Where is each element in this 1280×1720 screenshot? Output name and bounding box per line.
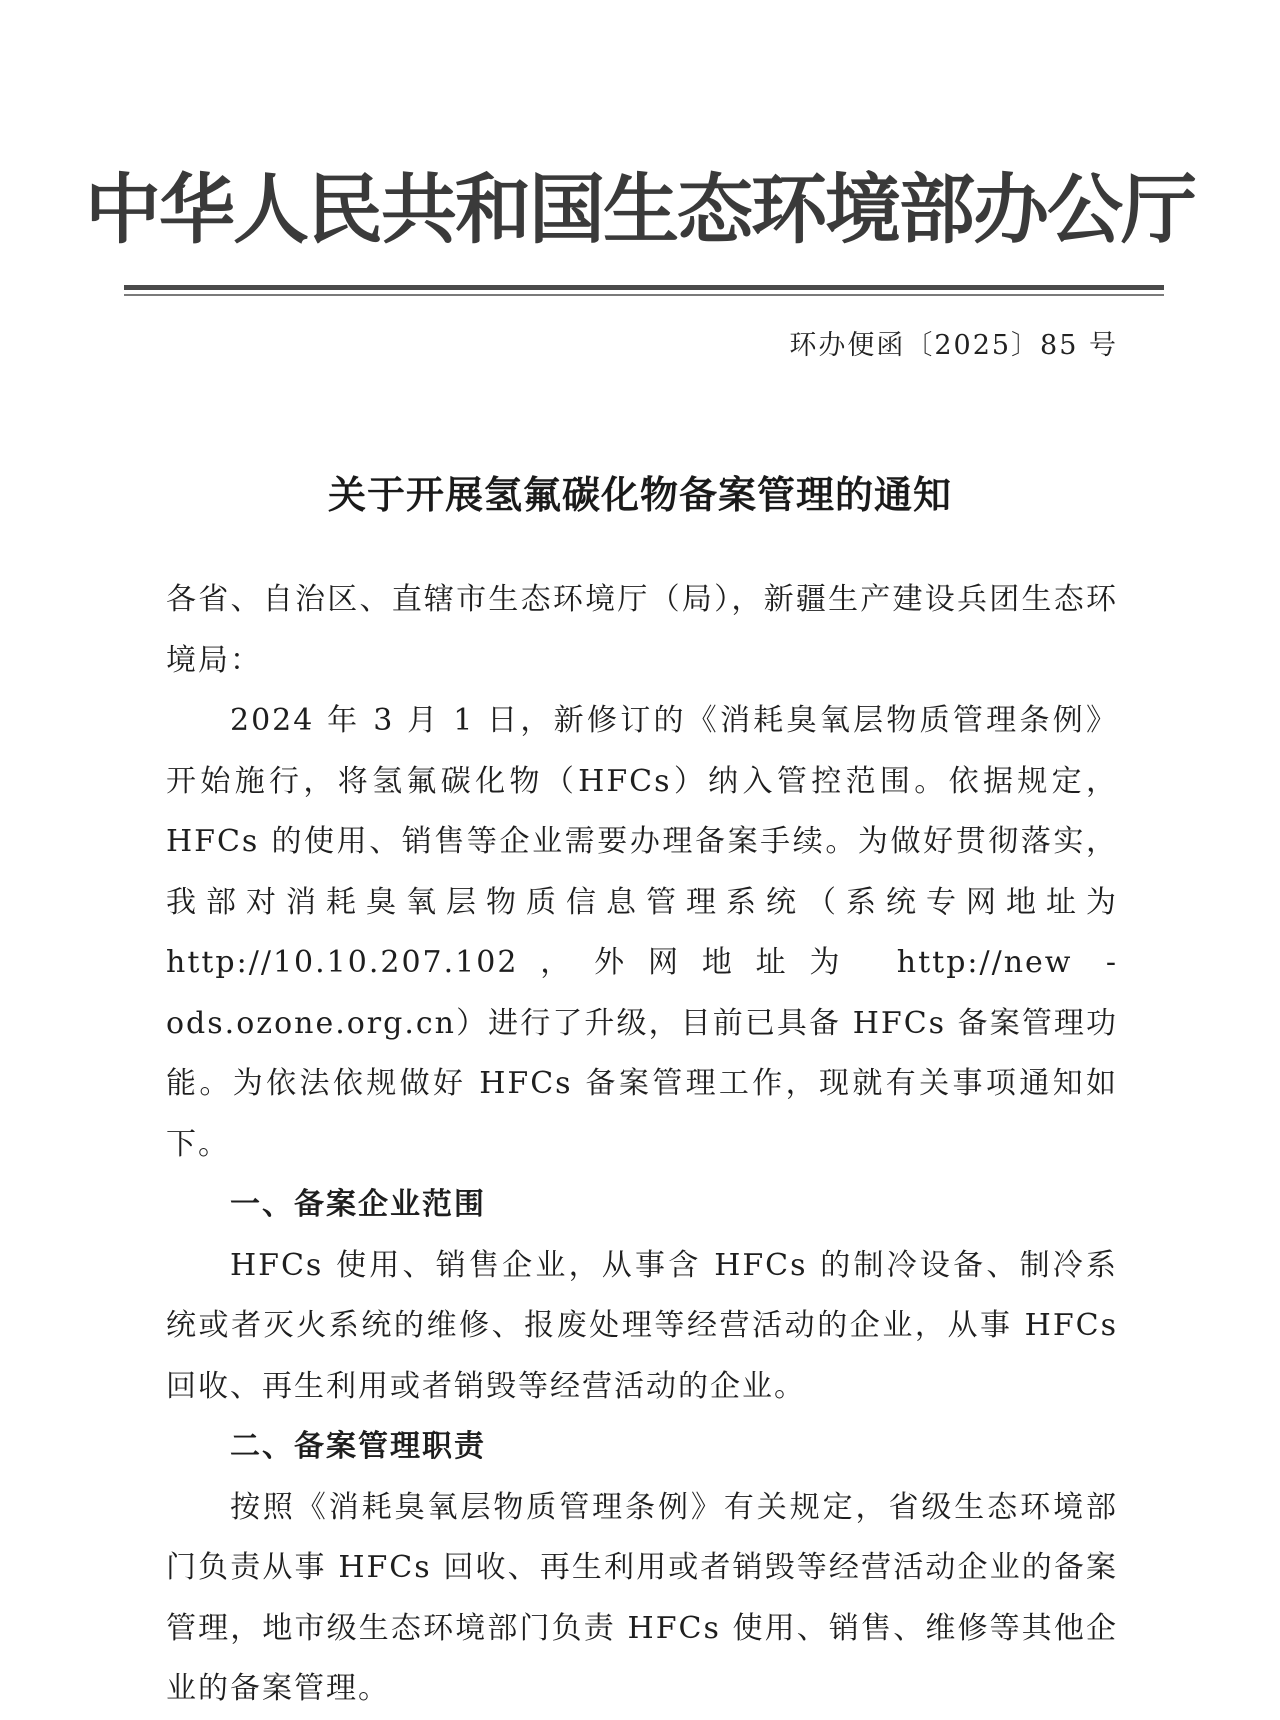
- document-body: [166, 570, 1118, 1720]
- section-paragraph-1: HFCs 使用、销售企业，从事含 HFCs 的制冷设备、制冷系统或者灭火系统的维修、报废处理等经营活动的企业，从事 HFCs 回收、再生利用或者销毁等经营活动的企业。: [166, 1247, 1118, 1404]
- masthead-rule-thin: [124, 294, 1164, 296]
- document-number: 环办便函〔2025〕85 号: [789, 330, 1118, 361]
- agency-masthead: 中华人民共和国生态环境部办公厅: [85, 165, 1195, 254]
- document-title: 关于开展氢氟碳化物备案管理的通知: [327, 473, 952, 517]
- section-heading-1: 一、备案企业范围: [230, 1187, 486, 1222]
- section-paragraph-2: 按照《消耗臭氧层物质管理条例》有关规定，省级生态环境部门负责从事 HFCs 回收、再生利用或者销毁等经营活动企业的备案管理，地市级生态环境部门负责 HFCs 使用、销售、维修等其他企业的备案管理。: [166, 1489, 1118, 1706]
- masthead-rule-thick: [124, 285, 1164, 290]
- section-heading-2: 二、备案管理职责: [230, 1429, 486, 1464]
- addressee-paragraph: 各省、自治区、直辖市生态环境厅（局），新疆生产建设兵团生态环境局：: [166, 582, 1118, 678]
- intro-paragraph: 2024 年 3 月 1 日，新修订的《消耗臭氧层物质管理条例》开始施行，将氢氟碳化物（HFCs）纳入管控范围。依据规定，HFCs 的使用、销售等企业需要办理备案手续。为做好贯彻落实，我部对消耗臭氧层物质信息管理系统（系统专网地址为 http://10.10.207.102，外网地址为 http://new - ods.ozone.org.cn）进行了升级，目前已具备 HFCs 备案管理功能。为依法依规做好 HFCs 备案管理工作，现就有关事项通知如下。: [166, 703, 1118, 1162]
